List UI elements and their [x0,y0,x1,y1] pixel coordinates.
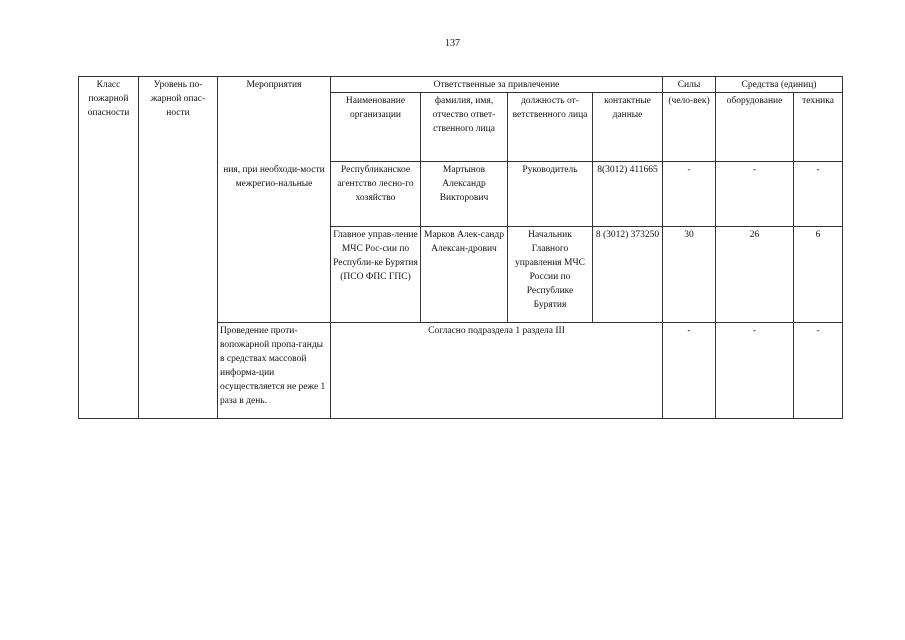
equipment-cell: 26 [716,227,794,323]
fio-cell: Марков Алек-сандр Алексан-дрович [421,227,508,323]
header-machinery: техника [794,93,843,162]
header-org-name: Наименование организации [331,93,421,162]
header-means: Средства (единиц) [716,77,843,93]
machinery-cell: - [794,162,843,227]
header-danger-level: Уровень по-жарной опас-ности [139,77,218,419]
measure-cell: Проведение проти-вопожарной пропа-ганды в средствах массовой информа-ции осуществляется не реже 1 раза в день. [218,323,331,419]
machinery-cell: - [794,323,843,419]
header-fire-class: Класс пожарной опасности [79,77,139,419]
fio-cell: Мартынов Александр Викторович [421,162,508,227]
org-cell: Республиканское агентство лесно-го хозяйство [331,162,421,227]
measure-cell: ния, при необходи-мости межрегио-нальные [218,162,331,323]
people-cell: 30 [663,227,716,323]
people-cell: - [663,162,716,227]
responsible-merged-cell: Согласно подраздела 1 раздела III [331,323,663,419]
contacts-cell: 8 (3012) 373250 [593,227,663,323]
fire-measures-table [78,76,843,419]
header-measures: Мероприятия [218,77,331,162]
header-forces: Силы [663,77,716,93]
position-cell: Начальник Главного управления МЧС России по Республике Бурятия [508,227,593,323]
people-cell: - [663,323,716,419]
machinery-cell: 6 [794,227,843,323]
header-people: (чело-век) [663,93,716,162]
org-cell: Главное управ-ление МЧС Рос-сии по Республи-ке Бурятия (ПСО ФПС ГПС) [331,227,421,323]
header-responsible: Ответственные за привлечение [331,77,663,93]
header-position: должность от-ветственного лица [508,93,593,162]
header-equipment: оборудование [716,93,794,162]
page-number: 137 [445,38,460,49]
header-fio: фамилия, имя, отчество ответ-ственного лица [421,93,508,162]
header-contacts: контактные данные [593,93,663,162]
contacts-cell: 8(3012) 411665 [593,162,663,227]
position-cell: Руководитель [508,162,593,227]
equipment-cell: - [716,162,794,227]
equipment-cell: - [716,323,794,419]
